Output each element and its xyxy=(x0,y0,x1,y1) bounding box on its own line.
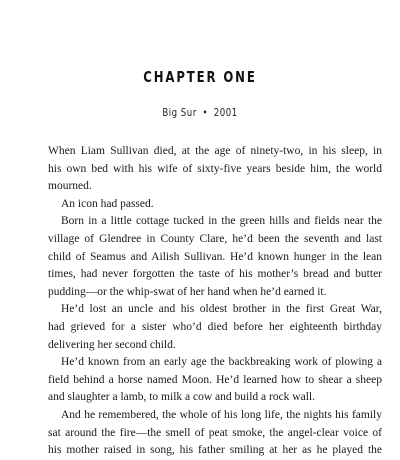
body-line: had grieved for a sister who’d died before her eighteenth birthday xyxy=(48,320,382,333)
body-line: times, had never forgotten the taste of his mother’s bread and butter xyxy=(48,268,382,281)
setting-place: Big Sur xyxy=(162,107,197,119)
body-line: and slaughter a lamb, to milk a cow and build a rock wall. xyxy=(48,391,315,404)
chapter-body xyxy=(48,143,382,460)
body-line: And he remembered, the whole of his long life, the nights his family xyxy=(61,408,382,421)
body-line: child of Seamus and Ailish Sullivan. He’d known hunger in the lean xyxy=(48,250,382,263)
bullet-separator: • xyxy=(202,107,209,119)
body-line: When Liam Sullivan died, at the age of ninety-two, in his sleep, in xyxy=(48,145,382,157)
body-line: An icon had passed. xyxy=(61,197,154,210)
body-line: his mother raised in song, his father smiling at her as he played the xyxy=(48,444,382,457)
chapter-title: CHAPTER ONE xyxy=(143,68,257,86)
body-line: his own bed with his wife of sixty-five years beside him, the world xyxy=(48,162,382,175)
body-line: field behind a horse named Moon. He’d learned how to shear a sheep xyxy=(48,373,382,386)
chapter-subtitle xyxy=(36,107,364,119)
setting-year: 2001 xyxy=(213,107,238,119)
body-line: He’d known from an early age the backbreaking work of plowing a xyxy=(61,356,382,369)
body-line: mourned. xyxy=(48,180,92,193)
body-line: sat around the fire—the smell of peat smoke, the angel-clear voice of xyxy=(48,426,382,439)
body-line: pudding—or the whip-swat of her hand when he’d earned it. xyxy=(48,285,327,298)
body-line: delivering her second child. xyxy=(48,338,176,351)
body-line: village of Glendree in County Clare, he’d been the seventh and last xyxy=(48,232,382,245)
body-line: He’d lost an uncle and his oldest brother in the first Great War, xyxy=(61,303,382,316)
body-line: Born in a little cottage tucked in the green hills and fields near the xyxy=(61,215,382,228)
